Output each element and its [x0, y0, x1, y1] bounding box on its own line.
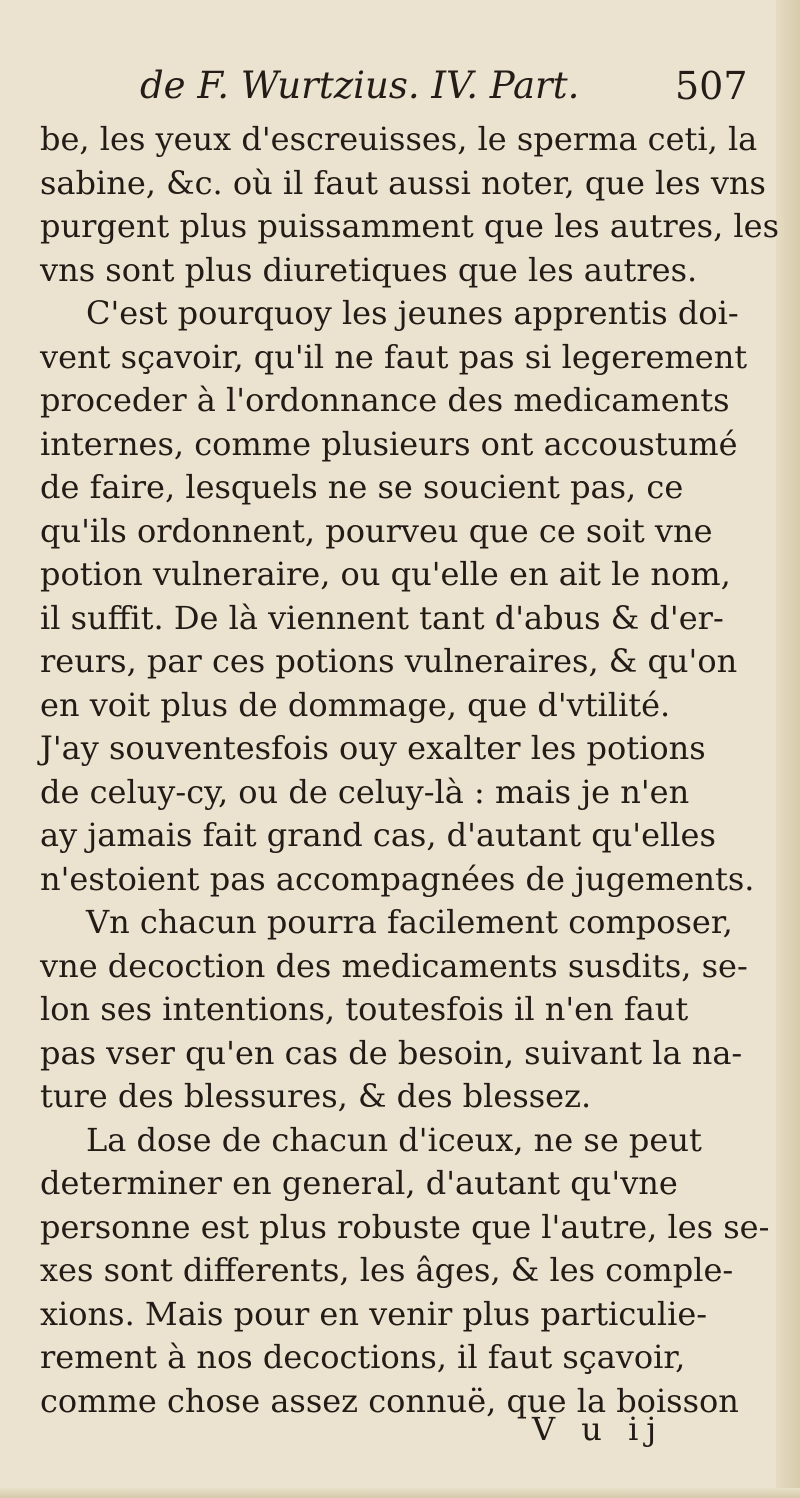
text-line: de celuy-cy, ou de celuy-là : mais je n'en [40, 772, 690, 811]
text-line: vns sont plus diuretiques que les autres. [40, 250, 698, 289]
text-line: purgent plus puissamment que les autres, les [40, 207, 779, 245]
text-line: vent sçavoir, qu'il ne faut pas si legerement [40, 337, 748, 376]
text-line: be, les yeux d'escreuisses, le sperma ceti, la [40, 120, 758, 158]
text-line: ay jamais fait grand cas, d'autant qu'elles [40, 816, 716, 854]
signature-mark: V u ij [532, 1410, 665, 1448]
body-text [40, 118, 790, 1423]
page-number: 507 [675, 64, 748, 108]
text-line: internes, comme plusieurs ont accoustumé [40, 424, 738, 463]
text-line: La dose de chacun d'iceux, ne se peut [86, 1120, 702, 1159]
running-head-title: de F. Wurtzius. IV. Part. [140, 64, 580, 107]
text-line: de faire, lesquels ne se soucient pas, ce [40, 468, 684, 506]
text-line: proceder à l'ordonnance des medicaments [40, 381, 730, 419]
text-line: C'est pourquoy les jeunes apprentis doi- [86, 294, 739, 332]
text-line: pas vser qu'en cas de besoin, suivant la na- [40, 1033, 743, 1072]
page-bottom-edge [0, 1488, 800, 1498]
text-line: J'ay souventesfois ouy exalter les potions [40, 729, 706, 767]
text-line: en voit plus de dommage, que d'vtilité. [40, 685, 671, 724]
text-line: personne est plus robuste que l'autre, les se- [40, 1207, 770, 1246]
text-line: n'estoient pas accompagnées de jugements. [40, 859, 755, 898]
text-line: ture des blessures, & des blessez. [40, 1077, 592, 1115]
text-line: determiner en general, d'autant qu'vne [40, 1164, 678, 1202]
text-line: lon ses intentions, toutesfois il n'en faut [40, 990, 689, 1028]
text-line: rement à nos decoctions, il faut sçavoir, [40, 1338, 686, 1376]
text-line: sabine, &c. où il faut aussi noter, que les vns [40, 163, 766, 202]
running-head [140, 64, 780, 114]
text-line: potion vulneraire, ou qu'elle en ait le nom, [40, 555, 731, 593]
text-line: xions. Mais pour en venir plus particulie- [40, 1294, 708, 1333]
text-line: qu'ils ordonnent, pourveu que ce soit vne [40, 511, 713, 550]
text-line: vne decoction des medicaments susdits, se- [40, 946, 748, 985]
text-line: Vn chacun pourra facilement composer, [86, 903, 733, 941]
text-line: reurs, par ces potions vulneraires, & qu'on [40, 642, 738, 680]
text-line: il suffit. De là viennent tant d'abus & d'er- [40, 598, 724, 637]
text-line: xes sont differents, les âges, & les comple- [40, 1251, 734, 1289]
text-line: comme chose assez connuë, que la boisson [40, 1381, 739, 1420]
